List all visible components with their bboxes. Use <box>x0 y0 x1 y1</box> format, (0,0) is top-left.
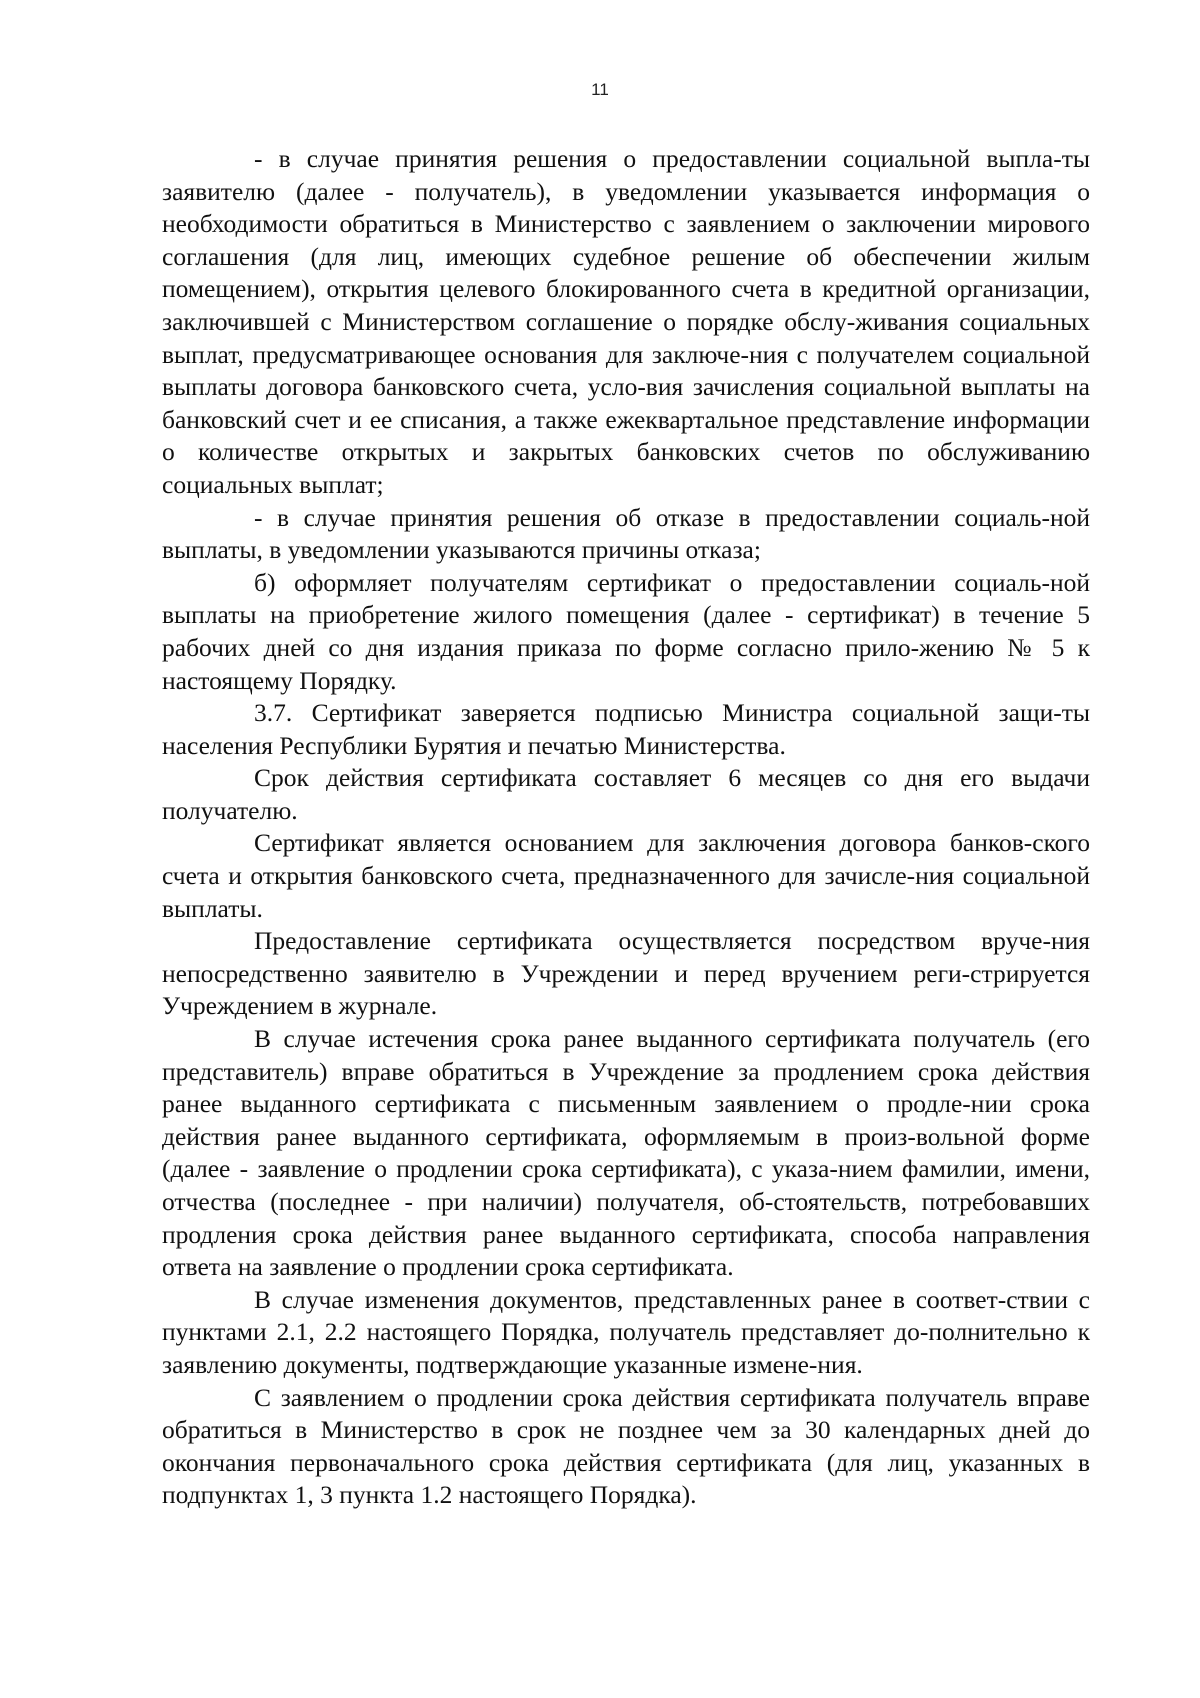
paragraph-certificate-issuance: б) оформляет получателям сертификат о предоставлении социаль-ной выплаты на приобретение жилого помещения (далее - сертификат) в течение 5 рабочих дней со дня издания приказа по форме согласно прило-жению № 5 к настоящему Порядку. <box>162 567 1090 695</box>
paragraph-extension-deadline: С заявлением о продлении срока действия сертификата получатель вправе обратиться в Министерство в срок не позднее чем за 30 календарных дней до окончания первоначального срока действия сертификата (для лиц, указанных в подпунктах 1, 3 пункта 1.2 настоящего Порядка). <box>162 1382 1090 1510</box>
paragraph-certificate-signature: 3.7. Сертификат заверяется подписью Министра социальной защи-ты населения Республики Бурятия и печатью Министерства. <box>162 698 1090 760</box>
paragraph-certificate-delivery: Предоставление сертификата осуществляется посредством вруче-ния непосредственно заявителю в Учреждении и перед вручением реги-стрируется Учреждением в журнале. <box>162 926 1090 1021</box>
paragraph-certificate-basis: Сертификат является основанием для заключения договора банков-ского счета и открытия банковского счета, предназначенного для зачисле-ния социальной выплаты. <box>162 828 1090 923</box>
paragraph-certificate-extension: В случае истечения срока ранее выданного сертификата получатель (его представитель) вправе обратиться в Учреждение за продлением срока действия ранее выданного сертификата с письменным заявлением о продле-нии срока действия ранее выданного сертификата, оформляемым в произ-вольной форме (далее - заявление о продлении срока сертификата), с указа-нием фамилии, имени, отчества (последнее - при наличии) получателя, об-стоятельств, потребовавших продления срока действия ранее выданного сертификата, способа направления ответа на заявление о продлении срока сертификата. <box>162 1024 1090 1282</box>
document-body <box>162 143 1090 1512</box>
paragraph-notification-refusal: - в случае принятия решения об отказе в предоставлении социаль-ной выплаты, в уведомлении указываются причины отказа; <box>162 502 1090 565</box>
paragraph-notification-approval: - в случае принятия решения о предоставлении социальной выпла-ты заявителю (далее - получатель), в уведомлении указывается информация о необходимости обратиться в Министерство с заявлением о заключении мирового соглашения (для лиц, имеющих судебное решение об обеспечении жилым помещением), открытия целевого блокированного счета в кредитной организации, заключившей с Министерством соглашение о порядке обслу-живания социальных выплат, предусматривающее основания для заключе-ния с получателем социальной выплаты договора банковского счета, усло-вия зачисления социальной выплаты на банковский счет и ее списания, а также ежеквартальное представление информации о количестве открытых и закрытых банковских счетов по обслуживанию социальных выплат; <box>162 144 1090 499</box>
page-number: 11 <box>591 80 609 99</box>
paragraph-certificate-validity: Срок действия сертификата составляет 6 месяцев со дня его выдачи получателю. <box>162 763 1090 825</box>
paragraph-document-changes: В случае изменения документов, представленных ранее в соответ-ствии с пунктами 2.1, 2.2 настоящего Порядка, получатель представляет до-полнительно к заявлению документы, подтверждающие указанные измене-ния. <box>162 1284 1090 1379</box>
